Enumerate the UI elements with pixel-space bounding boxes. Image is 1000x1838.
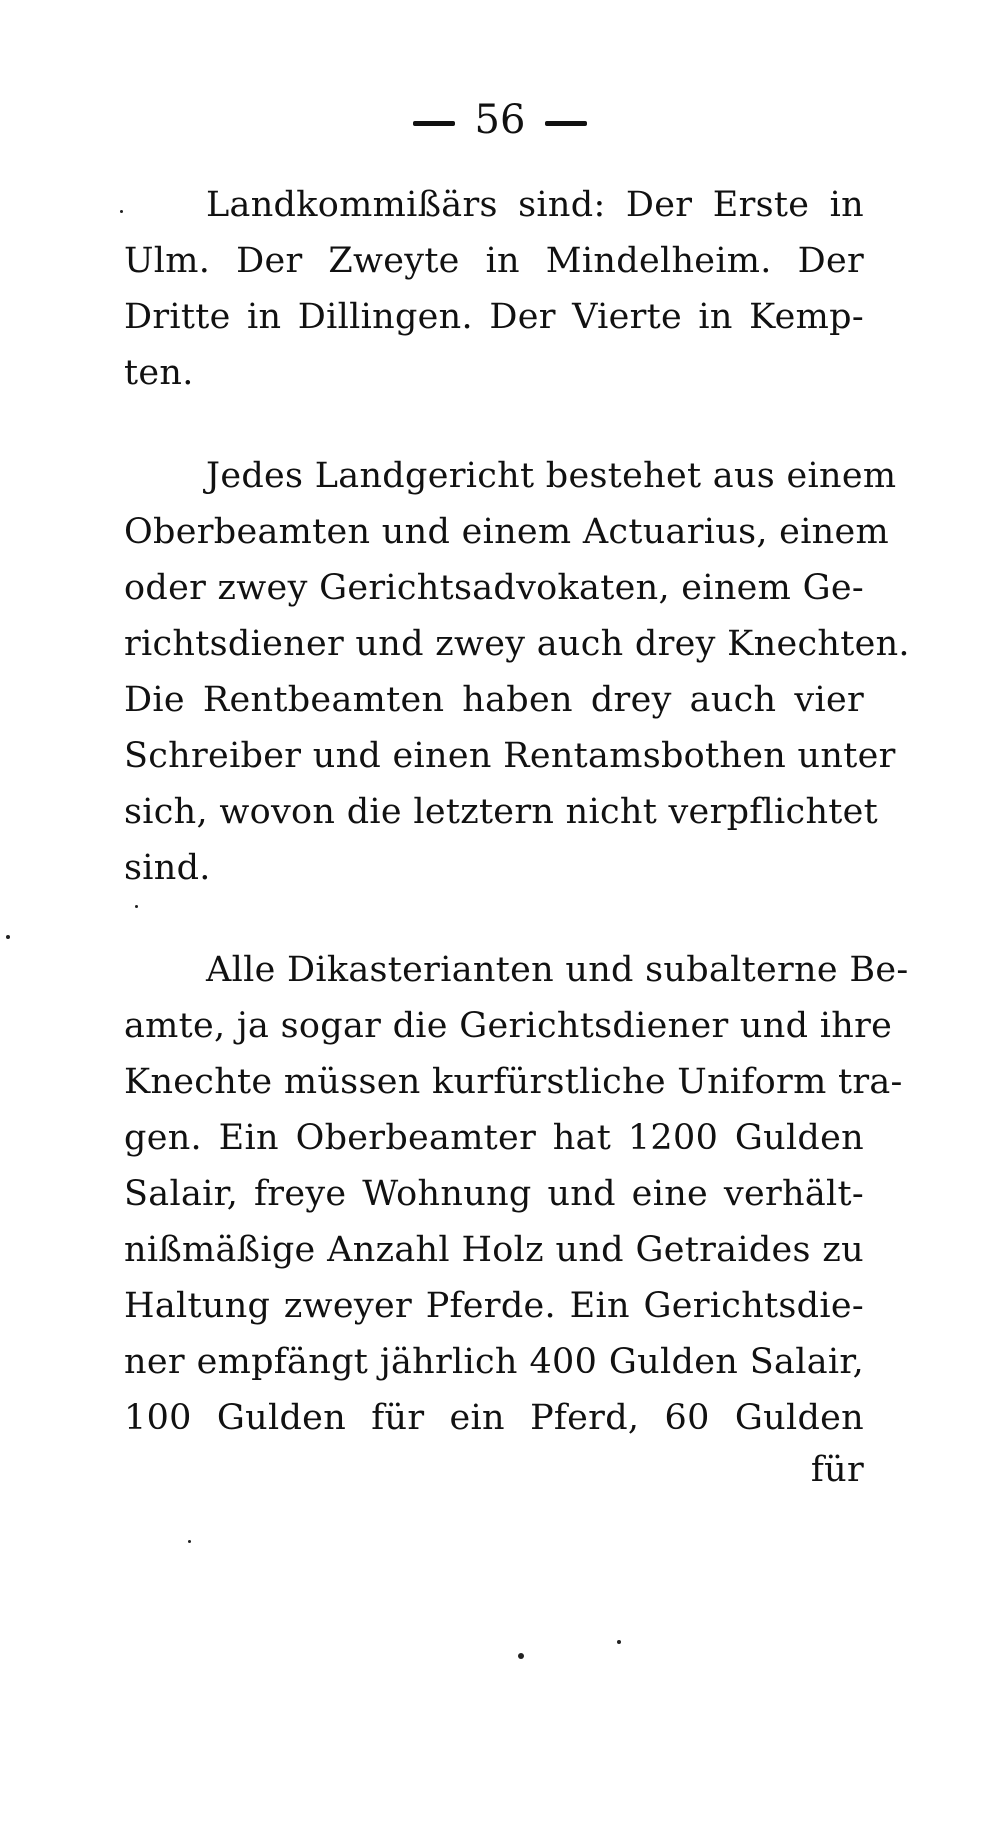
text-line: Knechte müssen kurfürstliche Uniform tra- — [124, 1062, 903, 1102]
catchword — [124, 1442, 864, 1498]
text-line: amte, ja sogar die Gerichtsdiener und ihre — [124, 1006, 893, 1046]
text-line: ner empfängt jährlich 400 Gulden Salair, — [124, 1342, 864, 1382]
page-number: 56 — [474, 97, 526, 143]
text-line: ten. — [124, 353, 194, 393]
text-line: Salair, freye Wohnung und eine verhält- — [124, 1174, 864, 1214]
catchword-text: für — [810, 1450, 864, 1490]
text-line: gen. Ein Oberbeamter hat 1200 Gulden — [124, 1118, 864, 1158]
text-line: Die Rentbeamten haben drey auch vier — [124, 680, 864, 720]
text-line: Alle Dikasterianten und subalterne Be- — [206, 950, 909, 990]
paragraph-2 — [124, 448, 910, 896]
scan-speck — [188, 1540, 191, 1543]
text-line: oder zwey Gerichtsadvokaten, einem Ge- — [124, 568, 864, 608]
header-dash-left — [413, 121, 455, 126]
scan-speck — [617, 1640, 621, 1644]
scan-speck — [135, 905, 138, 908]
text-line: Jedes Landgericht bestehet aus einem — [206, 456, 897, 496]
text-line: nißmäßige Anzahl Holz und Getraides zu — [124, 1230, 864, 1270]
text-line: Ulm. Der Zweyte in Mindelheim. Der — [124, 241, 864, 281]
text-line: sich, wovon die letztern nicht verpflichtet — [124, 792, 879, 832]
text-line: Oberbeamten und einem Actuarius, einem — [124, 512, 890, 552]
text-line: Landkommißärs sind: Der Erste in — [206, 185, 864, 225]
text-line: Schreiber und einen Rentamsbothen unter — [124, 736, 896, 776]
scan-speck — [518, 1653, 524, 1659]
scan-speck — [6, 935, 10, 939]
text-line: Haltung zweyer Pferde. Ein Gerichtsdie- — [124, 1286, 864, 1326]
text-line: Dritte in Dillingen. Der Vierte in Kemp- — [124, 297, 864, 337]
scan-speck — [120, 210, 123, 213]
header-dash-right — [545, 121, 587, 126]
page-header — [0, 92, 1000, 148]
text-line: sind. — [124, 848, 211, 888]
text-line: richtsdiener und zwey auch drey Knechten. — [124, 624, 910, 664]
paragraph-1 — [124, 177, 864, 401]
paragraph-3 — [124, 942, 909, 1446]
text-line: 100 Gulden für ein Pferd, 60 Gulden — [124, 1398, 864, 1438]
